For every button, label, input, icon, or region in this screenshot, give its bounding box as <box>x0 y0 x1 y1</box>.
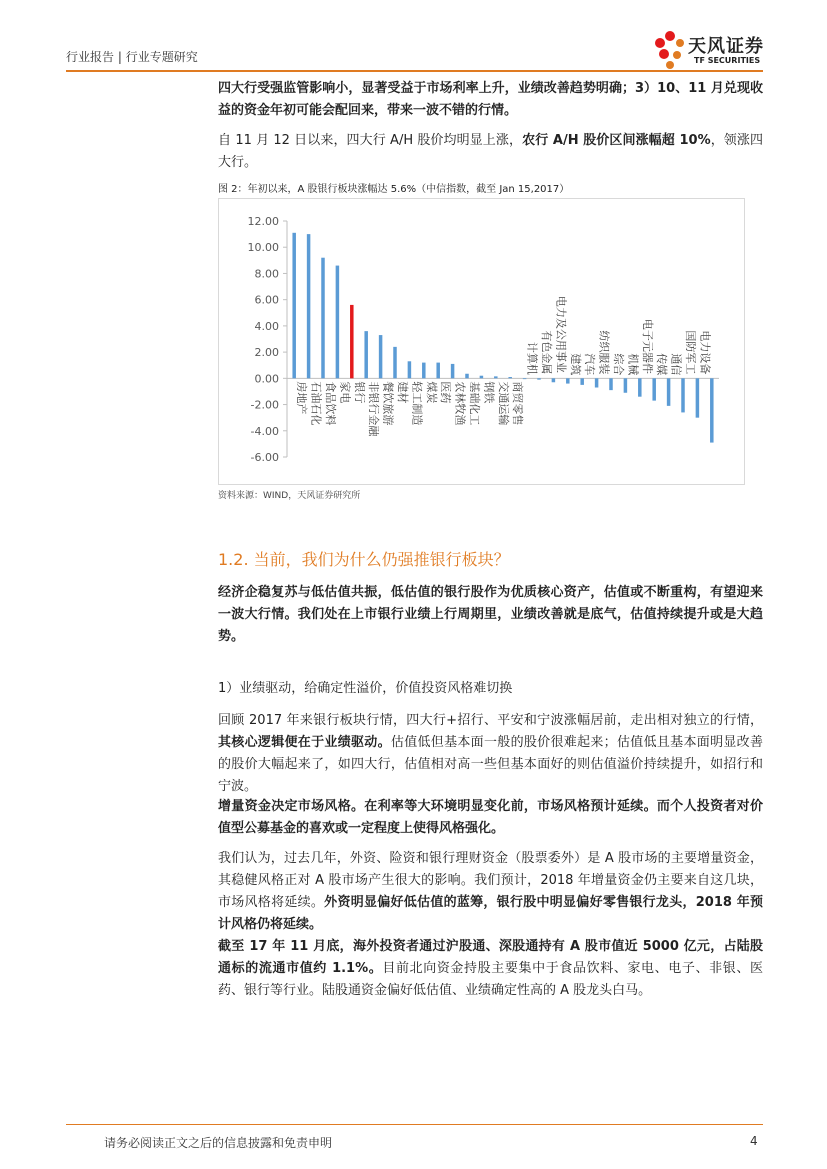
x-tick-label: 非银行金融 <box>367 381 381 437</box>
figure-frame <box>218 198 745 485</box>
paragraph-1-text: 回顾 2017 年来银行板块行情，四大行+招行、平安和宁波涨幅居前，走出相对独立的行情， <box>218 713 763 728</box>
intro-paragraph-2 <box>218 130 763 174</box>
x-tick-label: 建筑 <box>568 353 582 376</box>
paragraph-4 <box>218 936 763 1002</box>
x-tick-label: 电力及公用事业 <box>554 295 568 373</box>
x-tick-label: 建材 <box>396 381 409 404</box>
bar-5 <box>350 305 354 378</box>
bar-4 <box>336 266 340 379</box>
paragraph-1-tail: 估值低但基本面一般的股价很难起来；估值低且基本面明显改善的股价大幅起来了，如四大行，估值相对高一些但基本面好的则估值溢价持续提升，如招行和宁波。 <box>218 735 763 794</box>
intro-text: 自 11 月 12 日以来，四大行 A/H 股价均明显上涨， <box>218 133 523 148</box>
x-tick-label: 计算机 <box>525 341 539 375</box>
paragraph-1 <box>218 710 763 798</box>
x-tick-label: 石油石化 <box>309 381 323 426</box>
x-tick-label: 纺织服装 <box>597 330 611 375</box>
x-tick-label: 电子元器件 <box>640 318 654 374</box>
bar-16 <box>508 377 512 378</box>
x-tick-label: 轻工制造 <box>410 381 424 426</box>
bar-24 <box>624 378 628 392</box>
report-type: 行业报告 <box>66 50 115 64</box>
bar-8 <box>393 347 397 378</box>
x-tick-label: 交通运输 <box>496 381 510 426</box>
figure-source: 资料来源：WIND，天风证券研究所 <box>218 491 361 501</box>
y-tick-label: -4.00 <box>250 424 279 438</box>
bar-19 <box>552 378 556 382</box>
bar-1 <box>292 233 296 379</box>
x-tick-label: 餐饮旅游 <box>381 381 395 426</box>
bar-21 <box>580 378 584 385</box>
x-tick-label: 综合 <box>612 353 625 376</box>
logo-mark-icon <box>650 28 690 72</box>
x-tick-label: 有色金属 <box>540 330 553 375</box>
bar-15 <box>494 376 498 378</box>
x-tick-label: 家电 <box>338 381 352 404</box>
logo-text-en: TF SECURITIES <box>694 56 761 65</box>
y-tick-label: 10.00 <box>247 241 279 255</box>
summary-paragraph: 经济企稳复苏与低估值共振，低估值的银行股作为优质核心资产，估值或不断重构，有望迎来一波大行情。我们处在上市银行业绩上行周期里，业绩改善就是底气，估值持续提升或是大趋势。 <box>218 585 763 644</box>
bar-29 <box>696 378 700 417</box>
y-tick-label: -6.00 <box>250 451 279 464</box>
x-tick-label: 汽车 <box>583 353 597 376</box>
x-tick-label: 煤炭 <box>424 381 438 404</box>
subheading: 1）业绩驱动，给确定性溢价，价值投资风格难切换 <box>218 681 513 696</box>
intro-tail: ，领涨四大行。 <box>218 133 763 170</box>
bar-27 <box>667 378 671 406</box>
intro-highlight: 农行 A/H 股价区间涨幅超 10% <box>522 133 711 148</box>
x-tick-label: 通信 <box>669 353 683 376</box>
paragraph-3-highlight: 外资明显偏好低估值的蓝筹，银行股中明显偏好零售银行龙头，2018 年预计风格仍将延续。 <box>218 895 763 932</box>
bar-22 <box>595 378 599 387</box>
y-tick-label: 0.00 <box>254 372 279 386</box>
bar-6 <box>364 331 368 378</box>
bar-20 <box>566 378 570 383</box>
bar-chart <box>219 199 744 484</box>
y-tick-label: -2.00 <box>250 398 279 412</box>
bar-18 <box>537 378 541 379</box>
x-tick-label: 房地产 <box>295 381 309 415</box>
section-title: 1.2. 当前，我们为什么仍强推银行板块？ <box>218 550 510 569</box>
y-tick-label: 8.00 <box>254 267 279 281</box>
y-tick-label: 2.00 <box>254 346 279 360</box>
x-tick-label: 国防军工 <box>684 330 697 375</box>
bar-12 <box>451 364 455 378</box>
x-tick-label: 医药 <box>439 381 453 404</box>
x-tick-label: 基础化工 <box>468 381 481 426</box>
x-tick-label: 电力设备 <box>698 330 712 375</box>
paragraph-3 <box>218 848 763 936</box>
logo-text-cn: 天风证券 <box>688 36 764 57</box>
bar-25 <box>638 378 642 396</box>
bar-7 <box>379 335 383 378</box>
bar-23 <box>609 378 613 390</box>
x-tick-label: 食品饮料 <box>324 381 337 426</box>
paragraph-3-text: 我们认为，过去几年，外资、险资和银行理财资金（股票委外）是 A 股市场的主要增量资金，其稳健风格正对 A 股市场产生很大的影响。我们预计，2018 年增量资金仍主要来自这几块，市场风格将延续。 <box>218 851 763 910</box>
paragraph-4-text: 目前北向资金持股主要集中于食品饮料、家电、电子、非银、医药、银行等行业。陆股通资金偏好低估值、业绩确定性高的 A 股龙头白马。 <box>218 961 763 998</box>
x-tick-label: 机械 <box>626 353 640 376</box>
page-number: 4 <box>750 1134 758 1148</box>
company-logo <box>650 28 770 72</box>
paragraph-4-highlight: 截至 17 年 11 月底，海外投资者通过沪股通、深股通持有 A 股市值近 5000 亿元，占陆股通标的流通市值约 1.1%。 <box>218 939 763 976</box>
bar-2 <box>307 234 311 378</box>
report-subtype: 行业专题研究 <box>125 50 198 64</box>
bar-30 <box>710 378 714 442</box>
bar-9 <box>408 361 412 378</box>
x-tick-label: 传媒 <box>655 353 669 376</box>
intro-paragraph: 四大行受强监管影响小，显著受益于市场利率上升，业绩改善趋势明确；3）10、11 月兑现收益的资金年初可能会配回来，带来一波不错的行情。 <box>218 81 763 118</box>
y-tick-label: 4.00 <box>254 319 279 333</box>
x-tick-label: 钢铁 <box>482 381 496 404</box>
x-tick-label: 商贸零售 <box>511 381 525 426</box>
footer-disclaimer: 请务必阅读正文之后的信息披露和免责申明 <box>104 1136 333 1150</box>
bar-17 <box>523 378 527 379</box>
header-divider <box>66 70 763 72</box>
paragraph-2: 增量资金决定市场风格。在利率等大环境明显变化前，市场风格预计延续。而个人投资者对价值型公募基金的喜欢或一定程度上使得风格强化。 <box>218 799 763 836</box>
bar-26 <box>652 378 656 400</box>
y-tick-label: 12.00 <box>247 215 279 228</box>
figure-title: 图 2：年初以来，A 股银行板块涨幅达 5.6%（中信指数，截至 Jan 15,2017） <box>218 184 570 195</box>
header-separator: | <box>117 50 122 64</box>
bar-3 <box>321 258 325 379</box>
paragraph-1-highlight: 其核心逻辑便在于业绩驱动。 <box>218 735 391 750</box>
x-tick-label: 银行 <box>352 381 366 404</box>
bar-10 <box>422 363 426 379</box>
y-tick-label: 6.00 <box>254 293 279 307</box>
bar-14 <box>480 376 484 379</box>
bar-11 <box>436 363 440 379</box>
bar-28 <box>681 378 685 412</box>
x-tick-label: 农林牧渔 <box>453 381 467 426</box>
report-header <box>66 48 198 65</box>
bar-13 <box>465 374 469 379</box>
footer-divider <box>66 1124 763 1125</box>
